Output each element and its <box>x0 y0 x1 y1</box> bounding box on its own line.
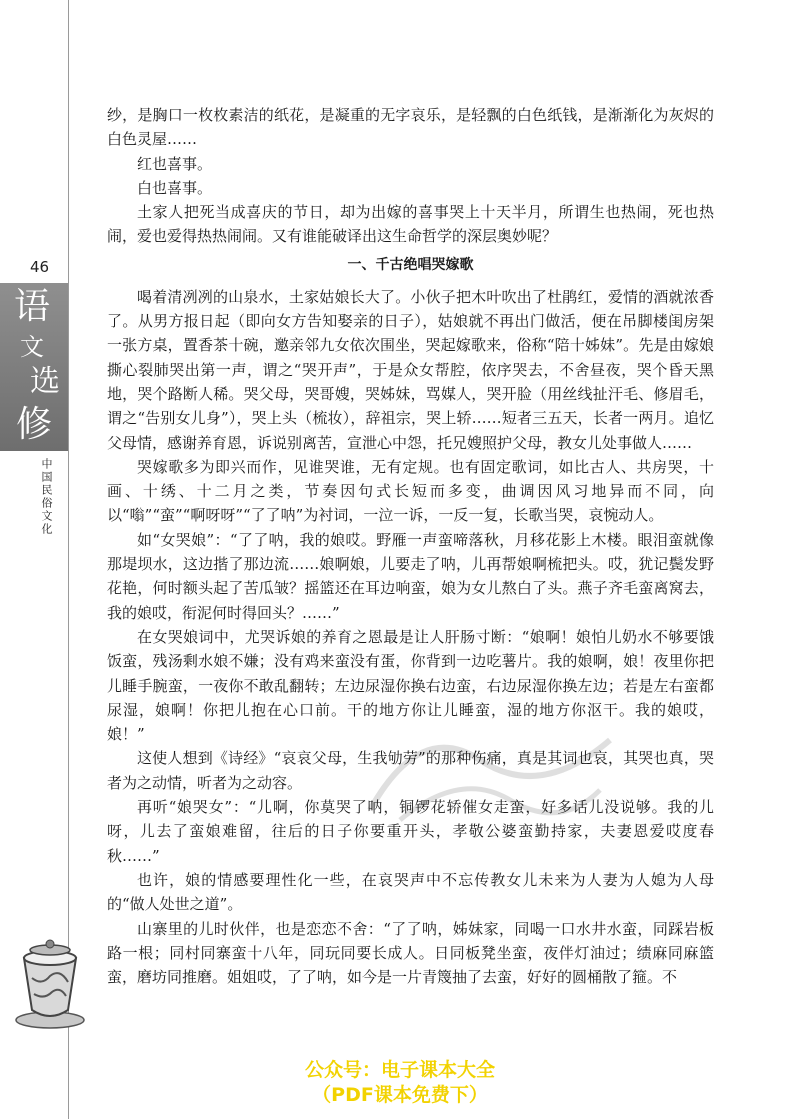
paragraph: 也许，娘的情感要理性化一些，在哀哭声中不忘传教女儿未来为人妻为人媳为人母的“做人处世之道”。 <box>107 870 714 914</box>
side-band-char: 语 <box>14 286 51 327</box>
series-side-band <box>0 283 68 451</box>
paragraph: 山寨里的儿时伙伴，也是恋恋不舍：“了了呐，姊妹家，同喝一口水井水蛮，同踩岩板路一根；同村同寨蛮十八年，同玩同要长成人。日同板凳坐蛮，夜伴灯油过；绩麻同麻篮蛮，磨坊同推磨。姐姐哎，了了呐，如今是一片青篾抽了去蛮，好好的圆桶散了箍。不 <box>107 919 714 987</box>
paragraph: 红也喜事。 <box>137 154 213 173</box>
series-label: 中国民俗文化 <box>40 458 53 536</box>
paragraph: 喝着清冽冽的山泉水，土家姑娘长大了。小伙子把木叶吹出了杜鹃红，爱情的酒就浓香了。从男方报日起（即向女方告知娶亲的日子），姑娘就不再出门做活，便在吊脚楼闺房架一张方桌，置香茶十碗，邀亲邻九女依次围坐，哭起嫁歌来，俗称“陪十姊妹”。先是由嫁娘撕心裂肺哭出第一声，谓之“哭开声”，于是众女帮腔，依序哭去，不舍昼夜，哭个昏天黑地，哭个路断人稀。哭父母，哭哥嫂，哭姊妹，骂媒人，哭开脸（用丝线扯汗毛、修眉毛，谓之“告别女儿身”），哭上头（梳妆），辞祖宗，哭上轿……短者三五天，长者一两月。追忆父母情，感谢养育恩，诉说别离苦，宣泄心中怨，托兄嫂照护父母，教女儿处事做人…… <box>107 287 714 452</box>
section-heading: 一、千古绝唱哭嫁歌 <box>347 256 474 273</box>
paragraph: 白也喜事。 <box>137 178 213 197</box>
page-number: 46 <box>30 258 50 276</box>
paragraph: 土家人把死当成喜庆的节日，却为出嫁的喜事哭上十天半月，所谓生也热闹，死也热闹，爱也爱得热热闹闹。又有谁能破译出这生命哲学的深层奥妙呢？ <box>107 203 714 246</box>
paragraph: 如“女哭娘”：“了了呐，我的娘哎。野雁一声蛮啼落秋，月移花影上木楼。眼泪蛮就像那堤坝水，这边揩了那边流……娘啊娘，儿要走了呐，儿再帮娘啊梳把头。哎，犹记鬓发野花艳，何时额头起了苦瓜皱？摇篮还在耳边响蛮，娘为女儿熬白了头。燕子齐毛蛮离窝去，我的娘哎，衔泥何时得回头？……” <box>107 530 714 622</box>
side-band-char: 文 <box>20 333 44 361</box>
paragraph: 纱，是胸口一枚枚素洁的纸花，是凝重的无字哀乐，是轻飘的白色纸钱，是渐渐化为灰烬的白色灵屋…… <box>107 106 714 149</box>
side-band-char: 选 <box>30 364 60 399</box>
paragraph: 哭嫁歌多为即兴而作，见谁哭谁，无有定规。也有固定歌词，如比古人、共房哭，十画、十绣、十二月之类，节奏因句式长短而多变，曲调因风习地异而不同，向以“嗡”“蛮”“啊呀呀”“了了呐”为衬词，一泣一诉，一反一复，长歌当哭，哀惋动人。 <box>107 457 714 525</box>
paragraph: 再听“娘哭女”：“儿啊，你莫哭了呐，铜锣花轿催女走蛮，好多话儿没说够。我的儿呀，儿去了蛮娘难留，往后的日子你要重开头，孝敬公婆蛮勤持家，夫妻恩爱哎度春秋……” <box>107 798 714 865</box>
footer-watermark-line1: 公众号：电子课本大全 <box>304 1059 495 1081</box>
side-band-char: 修 <box>16 404 53 445</box>
paragraph: 这使人想到《诗经》“哀哀父母，生我劬劳”的那种伤痛，真是其词也哀，其哭也真，哭者为之动情，听者为之动容。 <box>107 749 714 792</box>
body-text <box>107 103 714 989</box>
paragraph: 在女哭娘词中，尤哭诉娘的养育之恩最是让人肝肠寸断：“娘啊！娘怕儿奶水不够要饿饭蛮，残汤剩水娘不嫌；没有鸡来蛮没有蛋，你背到一边吃薯片。我的娘啊，娘！夜里你把儿睡手腕蛮，一夜你不敢乱翻转；左边尿湿你换右边蛮，右边尿湿你换左边；若是左右蛮都尿湿，娘啊！你把儿抱在心口前。干的地方你让儿睡蛮，湿的地方你沤干。我的娘哎，娘！” <box>107 627 714 744</box>
footer-watermark-line2: （PDF课本免费下） <box>312 1084 488 1106</box>
teacup-illustration <box>10 938 90 1033</box>
